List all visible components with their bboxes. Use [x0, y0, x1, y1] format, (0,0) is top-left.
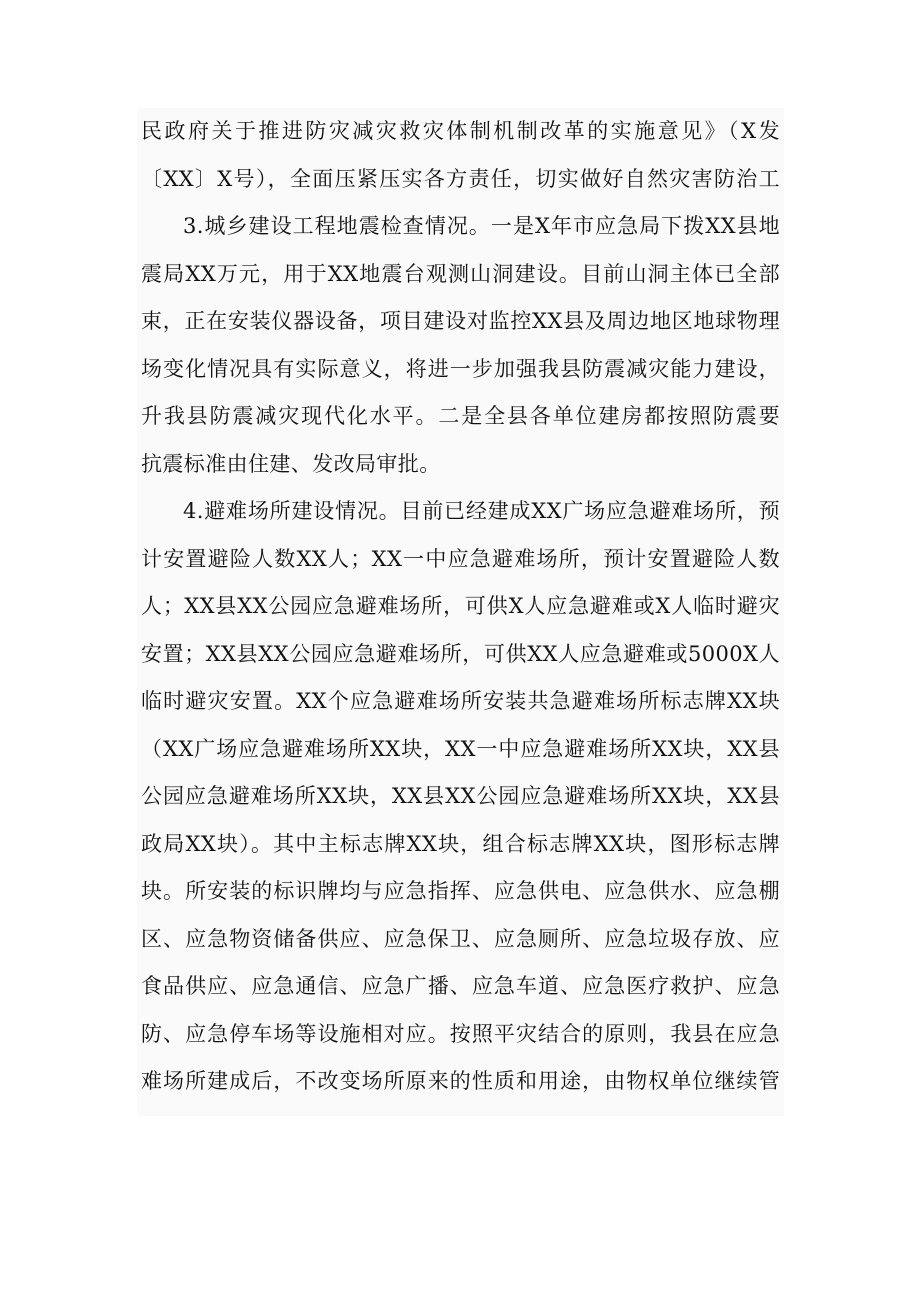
- bottom-spacer: [141, 1106, 780, 1116]
- text-line-12: 安置；XX县XX公园应急避难场所，可供XX人应急避难或5000X人: [141, 641, 780, 666]
- text-line-21: 难场所建成后，不改变场所原来的性质和用途，由物权单位继续管: [141, 1069, 780, 1093]
- text-line-1: 民政府关于推进防灾减灾救灾体制机制改革的实施意见》（X发: [141, 119, 780, 143]
- text-line-3: 3.城乡建设工程地震检查情况。一是X年市应急局下拨XX县地: [183, 214, 780, 238]
- text-line-9: 4.避难场所建设情况。目前已经建成XX广场应急避难场所，预: [183, 499, 780, 523]
- text-line-16: 政局XX块）。其中主标志牌XX块，组合标志牌XX块，图形标志牌: [141, 831, 780, 856]
- text-line-18: 区、应急物资储备供应、应急保卫、应急厕所、应急垃圾存放、应: [141, 926, 780, 951]
- text-line-19: 食品供应、应急通信、应急广播、应急车道、应急医疗救护、应急: [141, 974, 780, 998]
- text-line-11: 人；XX县XX公园应急避难场所，可供X人应急避难或X人临时避灾: [141, 594, 780, 618]
- text-line-2: 〔XX〕X号），全面压紧压实各方责任，切实做好自然灾害防治工: [141, 166, 780, 191]
- text-line-4: 震局XX万元，用于XX地震台观测山洞建设。目前山洞主体已全部: [141, 261, 780, 286]
- text-line-5: 束，正在安装仪器设备，项目建设对监控XX县及周边地区地球物理: [141, 309, 780, 333]
- text-line-15: 公园应急避难场所XX块，XX县XX公园应急避难场所XX块，XX县: [141, 784, 780, 808]
- text-line-20: 防、应急停车场等设施相对应。按照平灾结合的原则，我县在应急: [141, 1021, 780, 1046]
- text-line-13: 临时避灾安置。XX个应急避难场所安装共急避难场所标志牌XX块: [141, 689, 780, 713]
- text-line-17: 块。所安装的标识牌均与应急指挥、应急供电、应急供水、应急棚: [141, 879, 780, 903]
- text-line-10: 计安置避险人数XX人；XX一中应急避难场所，预计安置避险人数: [141, 546, 780, 571]
- body-text: [137, 108, 784, 1116]
- text-line-7: 升我县防震减灾现代化水平。二是全县各单位建房都按照防震要: [141, 404, 780, 428]
- text-line-14: （XX广场应急避难场所XX块，XX一中应急避难场所XX块，XX县: [141, 736, 780, 761]
- text-line-6: 场变化情况具有实际意义，将进一步加强我县防震减灾能力建设，: [141, 356, 780, 381]
- text-line-8: 抗震标准由住建、发改局审批。: [141, 451, 441, 476]
